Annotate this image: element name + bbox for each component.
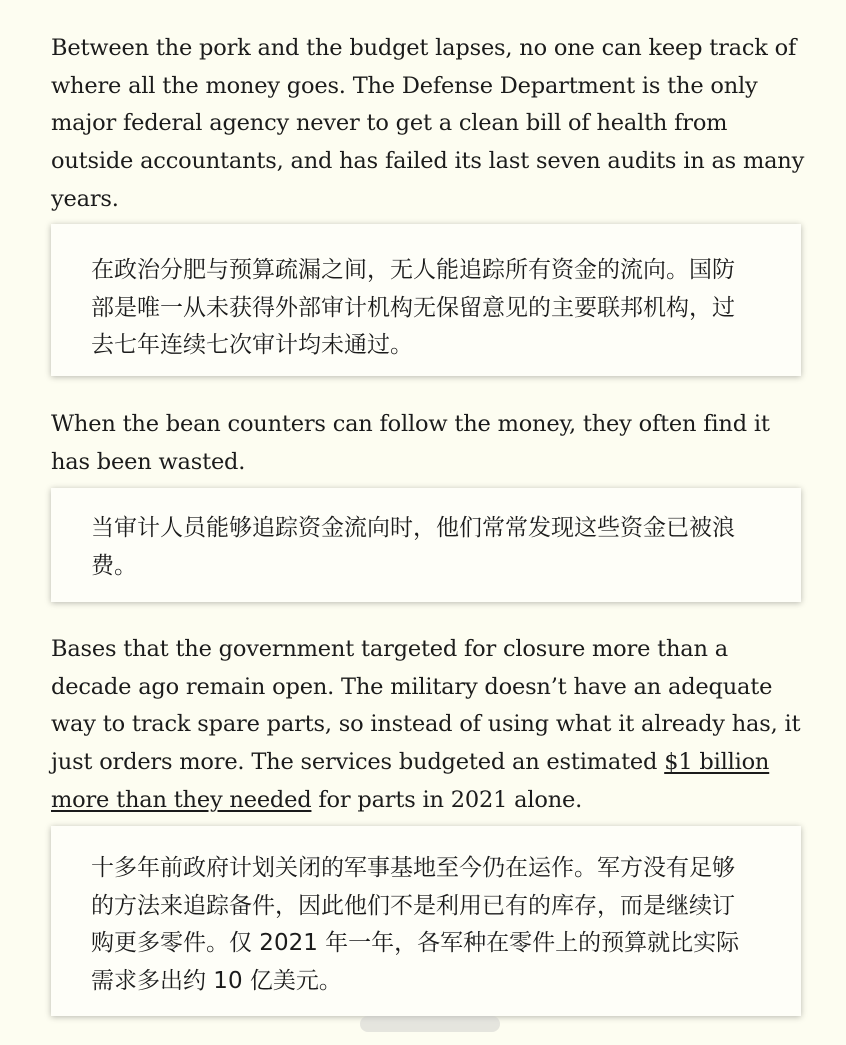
paragraph-3-text-before-link: Bases that the government targeted for closure more than a decade ago remain open. The military doesn’t have an adequate way to track spare parts, so instead of using what it already has, it just orders more. The services budgeted an estimated: [51, 636, 801, 776]
translation-card-3: [51, 826, 801, 1016]
paragraph-3-chinese: 十多年前政府计划关闭的军事基地至今仍在运作。军方没有足够的方法来追踪备件，因此他们不是利用已有的库存，而是继续订购更多零件。仅 2021 年一年，各军种在零件上的预算就比实际需求多出约 10 亿美元。: [91, 855, 740, 995]
paragraph-2-chinese: 当审计人员能够追踪资金流向时，他们常常发现这些资金已被浪费。: [91, 515, 735, 579]
paragraph-3-text-after-link: for parts in 2021 alone.: [311, 786, 583, 813]
paragraph-2-english: When the bean counters can follow the money, they often find it has been wasted.: [51, 411, 770, 475]
paragraph-1-chinese: 在政治分肥与预算疏漏之间，无人能追踪所有资金的流向。国防部是唯一从未获得外部审计机构无保留意见的主要联邦机构，过去七年连续七次审计均未通过。: [91, 257, 735, 359]
translation-card-1: [51, 224, 801, 376]
translation-card-2: [51, 488, 801, 602]
billion-parts-link[interactable]: $1 billion more than they needed: [51, 749, 770, 813]
watermark-overlay: [360, 1016, 500, 1032]
paragraph-1-english: Between the pork and the budget lapses, no one can keep track of where all the money goes. The Defense Department is the only major federal agency never to get a clean bill of health from outside accountants, and has failed its last seven audits in as many years.: [51, 35, 805, 212]
paragraph-3-english: [51, 631, 811, 820]
